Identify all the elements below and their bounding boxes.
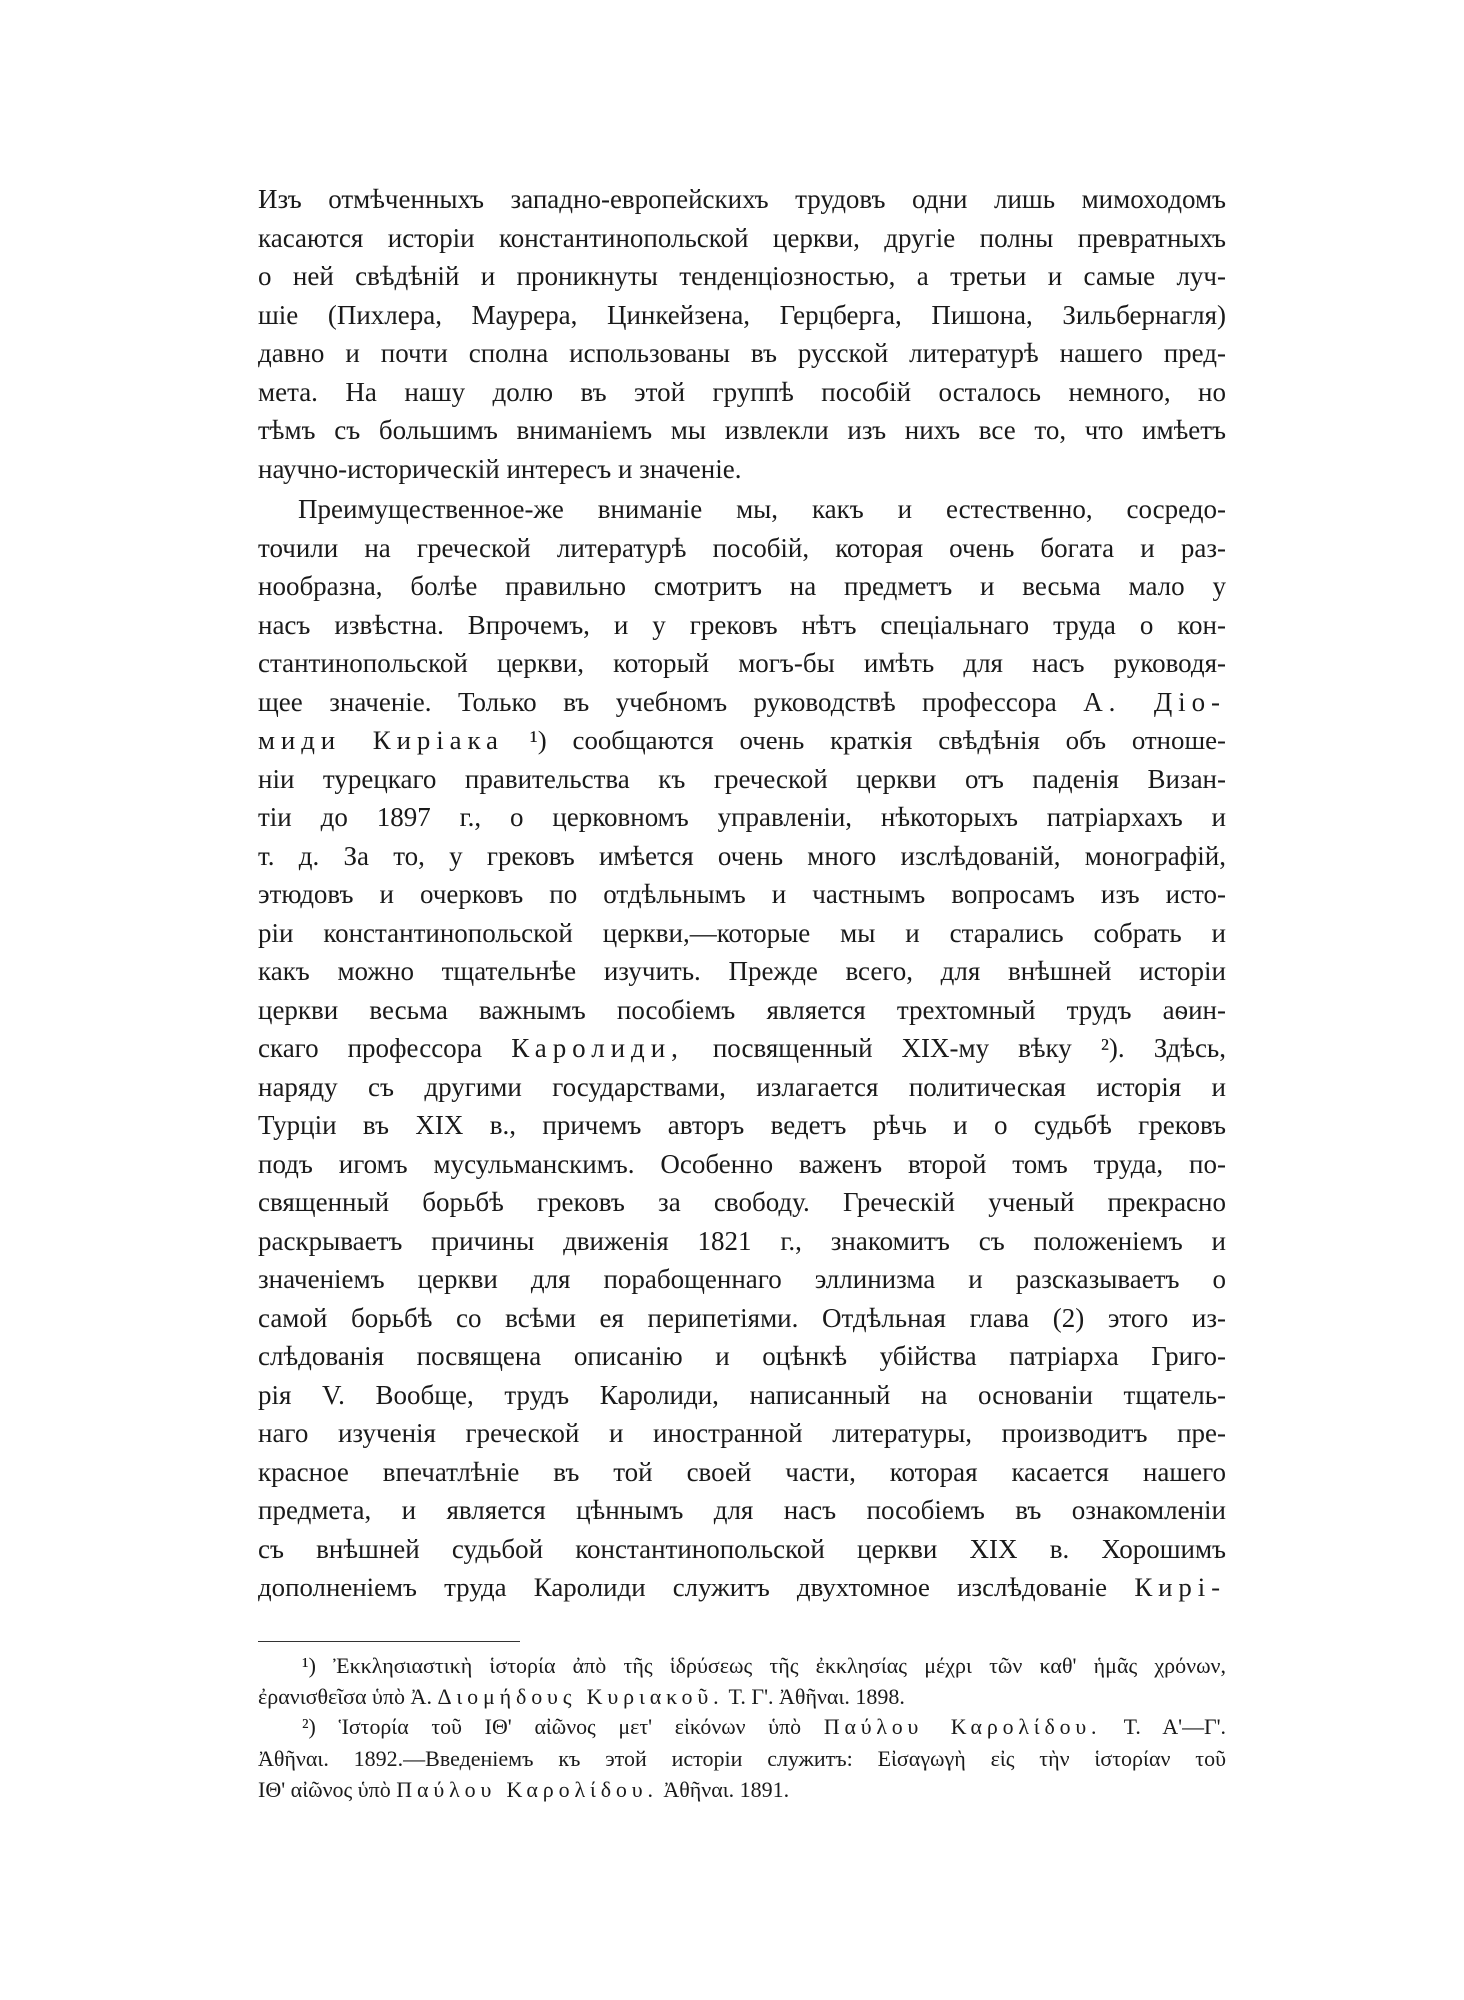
author-name: Παύλου Καρολίδου. xyxy=(823,1714,1102,1739)
text-segment: скаго профессора xyxy=(258,1033,483,1063)
text-line: значеніемъ церкви для порабощеннаго эллинизма и разсказываетъ о xyxy=(258,1264,1226,1294)
text-line: церкви весьма важнымъ пособіемъ является трехтомный трудъ аѳин- xyxy=(258,994,1226,1025)
footnote-line xyxy=(258,1681,1226,1712)
text-line: раскрываетъ причины движенія 1821 г., знакомитъ съ положеніемъ и xyxy=(258,1225,1226,1256)
text-segment: Ἀθῆναι. 1891. xyxy=(663,1776,790,1802)
text-line: ніи турецкаго правительства къ греческой церкви отъ паденія Визан- xyxy=(258,763,1226,794)
text-line: касаются исторіи константинопольской церкви, другіе полны превратныхъ xyxy=(258,222,1226,253)
paragraph-2 xyxy=(258,490,1226,1607)
text-line: мета. На нашу долю въ этой группѣ пособій осталось немного, но xyxy=(258,376,1226,407)
text-segment: Τ. Γ'. Ἀθῆναι. 1898. xyxy=(728,1683,905,1709)
text-line: наряду съ другими государствами, излагается политическая исторія и xyxy=(258,1071,1226,1102)
text-line: шіе (Пихлера, Маурера, Цинкейзена, Герцберга, Пишона, Зильбернагля) xyxy=(258,299,1226,330)
text-line: т. д. За то, у грековъ имѣется очень много изслѣдованій, монографій, xyxy=(258,840,1226,871)
text-line xyxy=(258,721,1226,760)
text-line: священный борьбѣ грековъ за свободу. Греческій ученый прекрасно xyxy=(258,1187,1226,1217)
text-line: о ней свѣдѣній и проникнуты тенденціозностью, а третьи и самые луч- xyxy=(258,261,1226,291)
footnotes xyxy=(258,1650,1226,1805)
text-line: слѣдованія посвящена описанію и оцѣнкѣ убійства патріарха Григо- xyxy=(258,1341,1226,1371)
footnote-line: Ἀθῆναι. 1892.—Введеніемъ къ этой исторіи служитъ: Εἰσαγωγὴ εἰς τὴν ἱστορίαν τοῦ xyxy=(258,1745,1226,1771)
text-line: Турціи въ XIX в., причемъ авторъ ведетъ рѣчь и о судьбѣ грековъ xyxy=(258,1110,1226,1140)
text-segment: дополненіемъ труда Каролиди служитъ двухтомное изслѣдованіе xyxy=(258,1572,1108,1602)
text-segment: ἐρανισθεῖσα ὑπὸ Ἀ. xyxy=(258,1683,432,1709)
author-name: Διομήδους Κυριακοῦ. xyxy=(437,1683,724,1709)
text-line: этюдовъ и очерковъ по отдѣльнымъ и частнымъ вопросамъ изъ исто- xyxy=(258,879,1226,909)
text-line: Изъ отмѣченныхъ западно-европейскихъ трудовъ одни лишь мимоходомъ xyxy=(258,184,1226,214)
text-line: научно-историческій интересъ и значеніе. xyxy=(258,453,742,484)
text-line: нообразна, болѣе правильно смотритъ на предметъ и весьма мало у xyxy=(258,571,1226,601)
text-line: Преимущественное-же вниманіе мы, какъ и естественно, сосредо- xyxy=(298,494,1226,524)
author-name: Παύλου Καρολίδου. xyxy=(396,1776,658,1802)
text-line: съ внѣшней судьбой константинопольской церкви XIX в. Хорошимъ xyxy=(258,1533,1226,1564)
text-line: ріи константинопольской церкви,—которые мы и старались собрать и xyxy=(258,917,1226,948)
text-segment: щее значеніе. Только въ учебномъ руководствѣ профессора xyxy=(258,686,1057,717)
author-name: А. Діо- xyxy=(1083,686,1226,717)
text-line: рія V. Вообще, трудъ Каролиди, написанный на основаніи тщатель- xyxy=(258,1379,1226,1410)
text-segment: ¹) сообщаются очень краткія свѣдѣнія объ отноше- xyxy=(529,725,1226,755)
footnote-line: ¹) Ἐκκλησιαστικὴ ἱστορία ἀπὸ τῆς ἱδρύσεως τῆς ἐκκλησίας μέχρι τῶν καθ' ἡμᾶς χρόνων, xyxy=(302,1652,1226,1678)
text-line: давно и почти сполна использованы въ русской литературѣ нашего пред- xyxy=(258,338,1226,368)
footnote-divider xyxy=(258,1641,520,1642)
text-line: точили на греческой литературѣ пособій, которая очень богата и раз- xyxy=(258,532,1226,563)
footnote-line xyxy=(258,1712,1226,1743)
footnote-line xyxy=(258,1774,1226,1805)
text-line: подъ игомъ мусульманскимъ. Особенно важенъ второй томъ труда, по- xyxy=(258,1148,1226,1179)
text-segment: ²) Ἱστορία τοῦ ΙΘ' αἰῶνος μετ' εἰκόνων ὑπὸ xyxy=(302,1714,802,1739)
author-name: Каролиди, xyxy=(511,1033,684,1063)
author-name: Кирі- xyxy=(1134,1572,1226,1602)
text-line: предмета, и является цѣннымъ для насъ пособіемъ въ ознакомленіи xyxy=(258,1495,1226,1525)
text-line: самой борьбѣ со всѣми ея перипетіями. Отдѣльная глава (2) этого из- xyxy=(258,1302,1226,1333)
text-line: красное впечатлѣніе въ той своей части, которая касается нашего xyxy=(258,1456,1226,1487)
text-line: тіи до 1897 г., о церковномъ управленіи, нѣкоторыхъ патріархахъ и xyxy=(258,802,1226,832)
text-line xyxy=(258,683,1226,722)
text-line: тѣмъ съ большимъ вниманіемъ мы извлекли изъ нихъ все то, что имѣетъ xyxy=(258,415,1226,445)
text-segment: ΙΘ' αἰῶνος ὑπὸ xyxy=(258,1776,391,1802)
text-line xyxy=(258,1029,1226,1068)
text-line: какъ можно тщательнѣе изучить. Прежде всего, для внѣшней исторіи xyxy=(258,956,1226,986)
text-line: стантинопольской церкви, который могъ-бы имѣть для насъ руководя- xyxy=(258,648,1226,678)
text-line xyxy=(258,1568,1226,1607)
document-page xyxy=(258,180,1226,1805)
text-segment: Τ. Α'—Γ'. xyxy=(1123,1714,1227,1739)
text-segment: посвященный XIX-му вѣку ²). Здѣсь, xyxy=(712,1033,1226,1063)
text-line: насъ извѣстна. Впрочемъ, и у грековъ нѣтъ спеціальнаго труда о кон- xyxy=(258,609,1226,640)
text-line: наго изученія греческой и иностранной литературы, производитъ пре- xyxy=(258,1418,1226,1448)
paragraph-1 xyxy=(258,180,1226,488)
author-name: миди Киріака xyxy=(258,725,504,755)
